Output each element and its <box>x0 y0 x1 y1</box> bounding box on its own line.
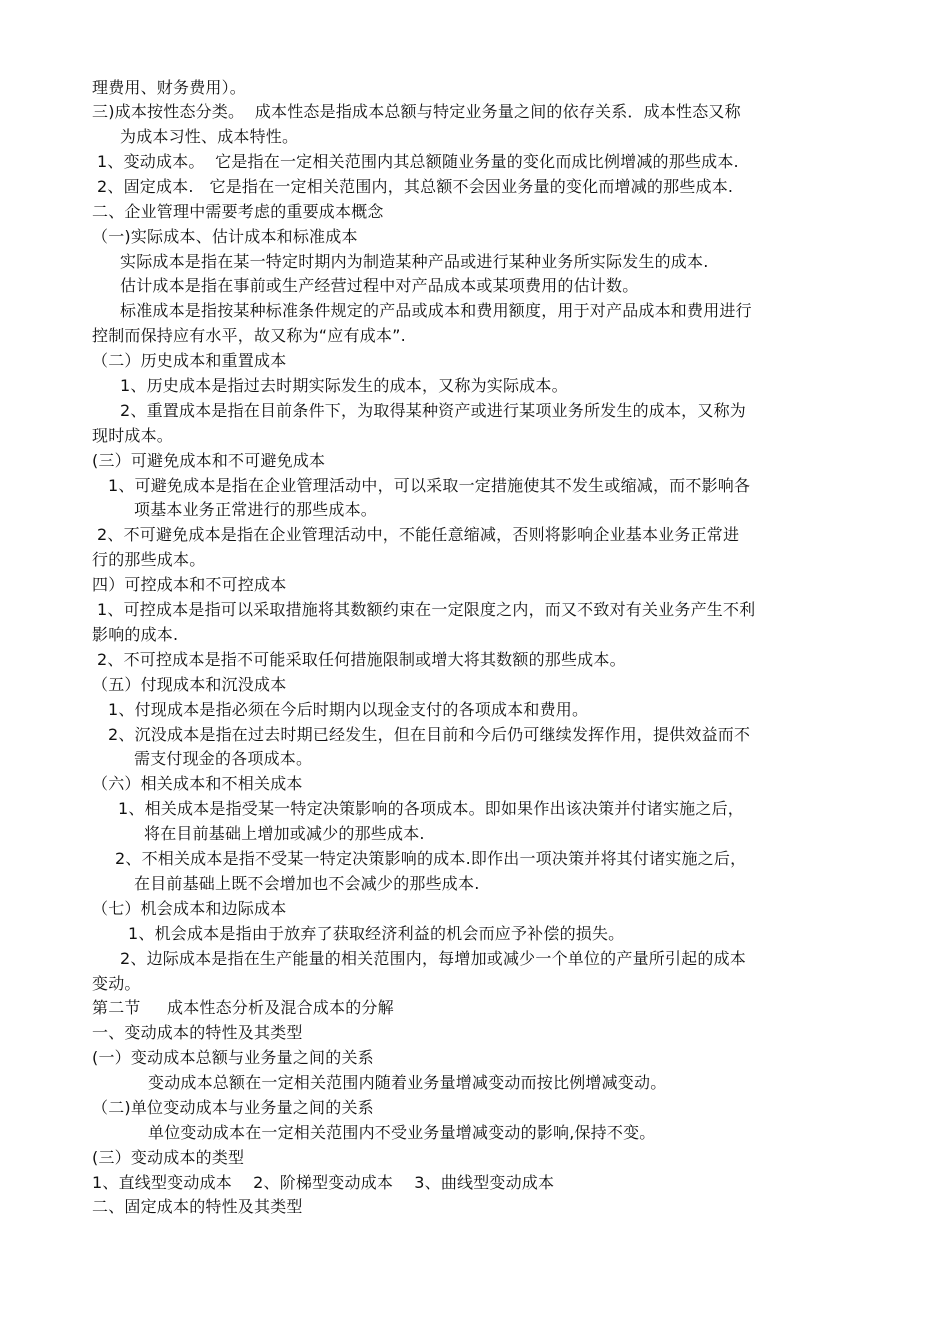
list-item: 2、不可避免成本是指在企业管理活动中，不能任意缩减，否则将影响企业基本业务正常进 <box>97 525 740 544</box>
list-item: 1、机会成本是指由于放弃了获取经济利益的机会而应予补偿的损失。 <box>128 924 625 943</box>
list-item: 2、沉没成本是指在过去时期已经发生，但在目前和今后仍可继续发挥作用，提供效益而不 <box>108 725 751 744</box>
section-heading: 二、固定成本的特性及其类型 <box>92 1197 303 1216</box>
text-line: 单位变动成本在一定相关范围内不受业务量增减变动的影响,保持不变。 <box>148 1123 656 1142</box>
text-line: 影响的成本. <box>92 625 179 644</box>
list-item: 2、不可控成本是指不可能采取任何措施限制或增大将其数额的那些成本。 <box>97 650 626 669</box>
list-item: 1、相关成本是指受某一特定决策影响的各项成本。即如果作出该决策并付诸实施之后， <box>118 799 744 818</box>
text-line: 实际成本是指在某一特定时期内为制造某种产品或进行某种业务所实际发生的成本. <box>120 252 709 271</box>
subsection-heading: （一)实际成本、估计成本和标准成本 <box>92 227 358 246</box>
subsection-heading: （五）付现成本和沉没成本 <box>92 675 287 694</box>
subsection-heading: （六）相关成本和不相关成本 <box>92 774 303 793</box>
text-line: 需支付现金的各项成本。 <box>134 749 313 768</box>
text-line: 项基本业务正常进行的那些成本。 <box>134 500 378 519</box>
list-item: 1、变动成本。 它是指在一定相关范围内其总额随业务量的变化而成比例增减的那些成本. <box>97 152 739 171</box>
subsection-heading: 四）可控成本和不可控成本 <box>92 575 287 594</box>
text-line: 变动成本总额在一定相关范围内随着业务量增减变动而按比例增减变动。 <box>148 1073 667 1092</box>
text-line: 控制而保持应有水平，故又称为“应有成本”. <box>92 326 406 345</box>
section-heading: 三)成本按性态分类。 成本性态是指成本总额与特定业务量之间的依存关系．成本性态又称 <box>92 102 741 121</box>
list-item: 1、付现成本是指必须在今后时期内以现金支付的各项成本和费用。 <box>108 700 589 719</box>
text-line: 在目前基础上既不会增加也不会减少的那些成本. <box>134 874 480 893</box>
subsection-heading: (三）变动成本的类型 <box>92 1148 245 1167</box>
text-line: 估计成本是指在事前或生产经营过程中对产品成本或某项费用的估计数。 <box>120 276 639 295</box>
text-line: 现时成本。 <box>92 426 174 445</box>
subsection-heading: (三）可避免成本和不可避免成本 <box>92 451 326 470</box>
text-line: 为成本习性、成本特性。 <box>120 127 299 146</box>
text-line: 标准成本是指按某种标准条件规定的产品或成本和费用额度，用于对产品成本和费用进行 <box>120 301 752 320</box>
list-item: 1、历史成本是指过去时期实际发生的成本，又称为实际成本。 <box>120 376 568 395</box>
section-heading: 二、企业管理中需要考虑的重要成本概念 <box>92 202 384 221</box>
list-item: 2、重置成本是指在目前条件下，为取得某种资产或进行某项业务所发生的成本，又称为 <box>120 401 746 420</box>
text-line: 变动。 <box>92 974 141 993</box>
list-item: 2、不相关成本是指不受某一特定决策影响的成本.即作出一项决策并将其付诸实施之后， <box>115 849 747 868</box>
list-item: 2、边际成本是指在生产能量的相关范围内，每增加或减少一个单位的产量所引起的成本 <box>120 949 746 968</box>
text-line: 将在目前基础上增加或减少的那些成本. <box>144 824 425 843</box>
subsection-heading: （七）机会成本和边际成本 <box>92 899 287 918</box>
subsection-heading: （二)单位变动成本与业务量之间的关系 <box>92 1098 374 1117</box>
list-item: 1、可避免成本是指在企业管理活动中，可以采取一定措施使其不发生或缩减，而不影响各 <box>108 476 751 495</box>
text-line: 理费用、财务费用）。 <box>92 78 247 97</box>
list-item: 1、直线型变动成本 2、阶梯型变动成本 3、曲线型变动成本 <box>92 1173 555 1192</box>
list-item: 1、可控成本是指可以采取措施将其数额约束在一定限度之内，而又不致对有关业务产生不利 <box>97 600 756 619</box>
text-line: 行的那些成本。 <box>92 550 206 569</box>
subsection-heading: （二）历史成本和重置成本 <box>92 351 287 370</box>
subsection-heading: (一）变动成本总额与业务量之间的关系 <box>92 1048 374 1067</box>
list-item: 2、固定成本. 它是指在一定相关范围内，其总额不会因业务量的变化而增减的那些成本. <box>97 177 734 196</box>
section-heading: 第二节 成本性态分析及混合成本的分解 <box>92 998 394 1017</box>
section-heading: 一、变动成本的特性及其类型 <box>92 1023 303 1042</box>
